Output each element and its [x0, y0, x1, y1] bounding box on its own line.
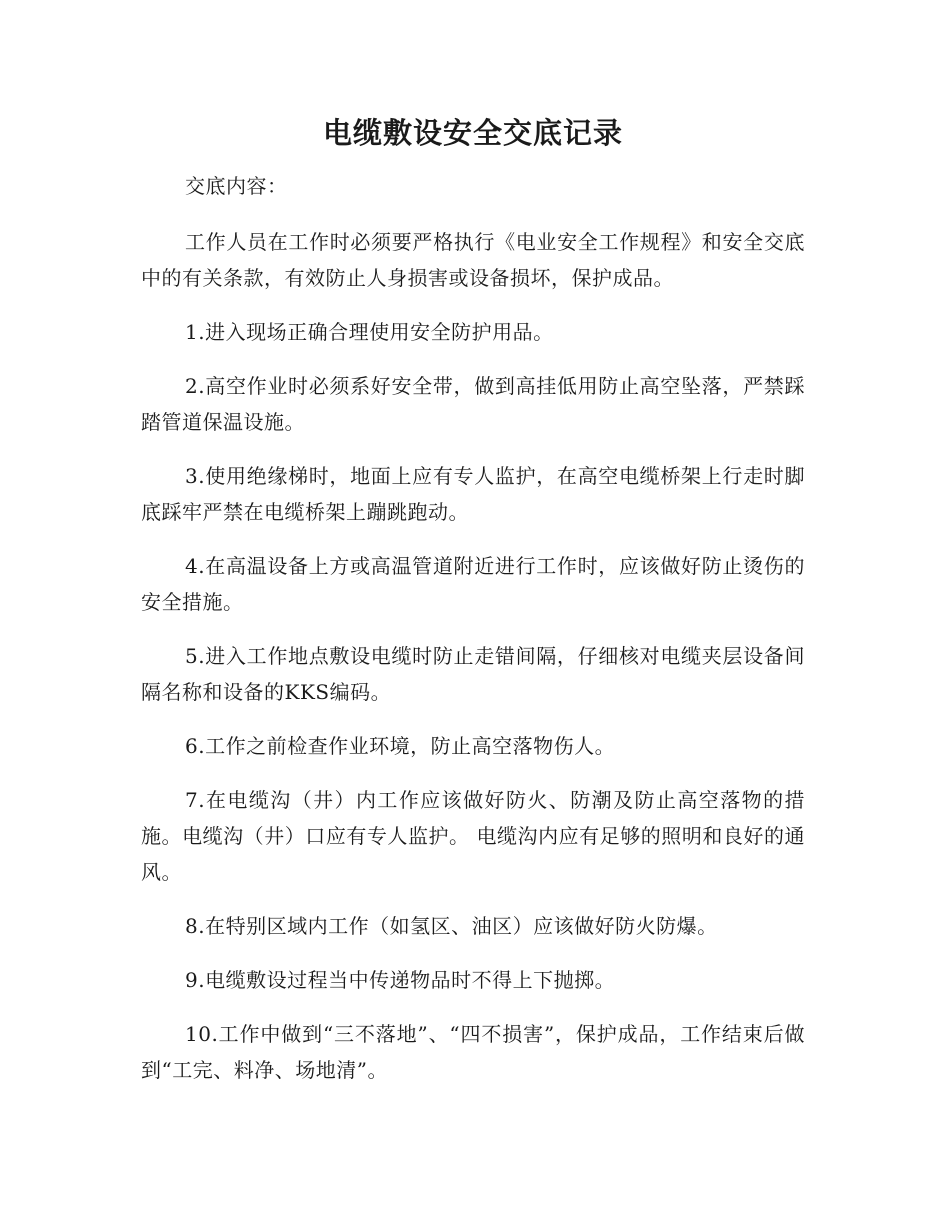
safety-item-6: 6.工作之前检查作业环境，防止高空落物伤人。	[185, 734, 616, 758]
safety-item-9: 9.电缆敷设过程当中传递物品时不得上下抛掷。	[185, 968, 616, 992]
safety-item-5: 5.进入工作地点敷设电缆时防止走错间隔，仔细核对电缆夹层设备间隔名称和设备的KKS编码。	[141, 644, 805, 704]
document-title: 电缆敷设安全交底记录	[322, 116, 623, 150]
safety-item-7: 7.在电缆沟（井）内工作应该做好防火、防潮及防止高空落物的措施。电缆沟（井）口应有专人监护。 电缆沟内应有足够的照明和良好的通风。	[141, 788, 805, 884]
safety-item-8: 8.在特别区域内工作（如氢区、油区）应该做好防火防爆。	[185, 914, 718, 938]
document-page	[141, 108, 805, 1106]
intro-paragraph: 工作人员在工作时必须要严格执行《电业安全工作规程》和安全交底中的有关条款，有效防止人身损害或设备损坏，保护成品。	[141, 230, 805, 290]
safety-item-2: 2.高空作业时必须系好安全带，做到高挂低用防止高空坠落，严禁踩踏管道保温设施。	[141, 374, 805, 434]
intro-label: 交底内容：	[185, 174, 288, 198]
safety-item-1: 1.进入现场正确合理使用安全防护用品。	[185, 320, 554, 344]
safety-item-3: 3.使用绝缘梯时，地面上应有专人监护，在高空电缆桥架上行走时脚底踩牢严禁在电缆桥架上蹦跳跑动。	[141, 464, 805, 524]
safety-item-10: 10.工作中做到“三不落地”、“四不损害”，保护成品，工作结束后做到“工完、料净、场地清”。	[141, 1022, 805, 1082]
safety-item-4: 4.在高温设备上方或高温管道附近进行工作时，应该做好防止烫伤的安全措施。	[141, 554, 805, 614]
